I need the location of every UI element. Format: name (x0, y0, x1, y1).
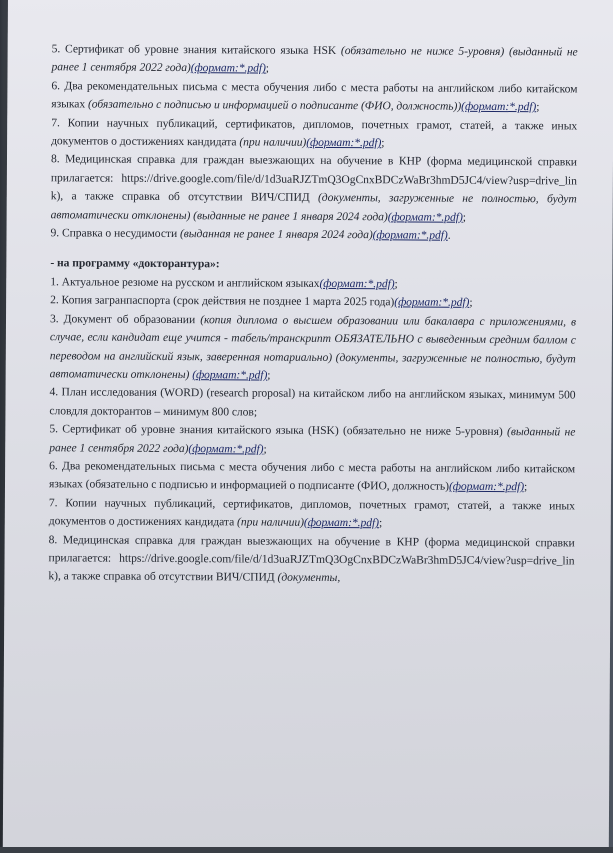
format-link[interactable]: (формат:*.pdf) (306, 135, 382, 150)
list-item-medical-certificate (51, 151, 577, 228)
item-end: . (447, 228, 451, 242)
item-end: ; (524, 480, 528, 494)
item-text: 1. Актуальное резюме на русском и английском языках (50, 275, 320, 290)
item-note: (документы, (277, 571, 341, 585)
document-page (3, 0, 613, 853)
item-text: 7. Копии научных публикаций, сертификатов, дипломов, почетных грамот, статей, а также иных документов о достижениях кандидата (48, 496, 575, 529)
item-text: 9. Справка о несудимости (50, 226, 181, 241)
item-text: 6. Два рекомендательных письма с места обучения либо с места работы на английском либо китайском языках (обязательно с подписью и информацией о подписанте (ФИО, должность) (48, 459, 576, 494)
item-end: ; (267, 368, 271, 382)
format-link[interactable]: (формат:*.pdf) (394, 295, 470, 310)
item-text: 8. Медицинская справка для граждан выезжающих на обучение в КНР (форма медицинской справки прилагается: (50, 152, 578, 185)
item-text-cont: ), а также справка об отсутствии ВИЧ/СПИД (56, 189, 319, 205)
list-item-hsk-certificate-2 (49, 420, 575, 460)
item-note: (при наличии) (239, 135, 307, 149)
item-text: 7. Копии научных публикаций, сертификатов, дипломов, почетных грамот, статей, а также иных документов о достижениях кандидата (51, 115, 578, 149)
list-item-recommendation-letters (51, 77, 577, 117)
item-note: (документы, загруженные не полностью, будут автоматически отклонены) (выданные не ранее 1 января 2024 года) (50, 191, 577, 223)
item-text: 2. Копия загранпаспорта (срок действия не позднее 1 марта 2025 года) (50, 293, 395, 309)
item-end: ; (469, 296, 473, 310)
format-link[interactable]: (формат:*.pdf) (303, 515, 380, 530)
item-end: ; (381, 136, 385, 150)
list-item-criminal-record (50, 224, 576, 246)
item-text: 5. Сертификат об уровне знания китайского языка (HSK) (обязательно не ниже 5-уровня) (49, 422, 508, 439)
list-item-publications (51, 114, 577, 154)
item-end: ; (265, 61, 270, 76)
list-item-hsk-certificate (51, 40, 577, 80)
list-item-research-plan (49, 384, 575, 424)
medical-form-url[interactable]: https://drive.google.com/file/d/1d3uaRJZTmQ3OgCnxBDCzWaBr3hmD5JC4/view?usp=drive_link (50, 171, 577, 203)
item-text: 3. Документ об образовании (49, 311, 201, 326)
format-link[interactable]: (формат:*.pdf) (188, 441, 264, 456)
item-note: (обязательно не ниже 5-уровня) (340, 44, 505, 59)
photo-background-bottom (0, 847, 613, 853)
section-heading-doctorate: - на программу «докторантура»: (50, 256, 220, 271)
item-text: 5. Сертификат об уровне знания китайского языка HSK (51, 42, 341, 58)
item-note: (выданная не ранее 1 января 2024 года) (179, 227, 373, 242)
item-end: ; (378, 516, 383, 530)
list-item-publications-2 (49, 494, 575, 534)
format-link[interactable]: (формат:*.pdf) (448, 480, 525, 494)
medical-form-url[interactable]: https://drive.google.com/file/d/1d3uaRJZTmQ3OgCnxBDCzWaBr3hmD5JC4/view?usp=drive_link (48, 551, 575, 583)
format-link[interactable]: (формат:*.pdf) (387, 209, 463, 224)
list-item-recommendation-letters-2 (49, 457, 575, 497)
item-text-cont: ), а также справка об отсутствии ВИЧ/СПИД (54, 569, 278, 585)
item-text: 8. Медицинская справка для граждан выезжающих на обучение в КНР (форма медицинской справки прилагается: (48, 532, 575, 565)
item-note: (копия диплома о высшем образовании или бакалавра с приложениями, в случае, если кандидат еще учится - табель/транскрипт ОБЯЗАТЕЛЬНО с выведенным средним баллом с переводом на английский язык, заверенная нотариально) (документы, загруженные не полностью, будут автоматически отклонены) (49, 312, 577, 382)
item-end: ; (536, 100, 540, 114)
item-end: ; (263, 442, 267, 456)
format-link[interactable]: (формат:*.pdf) (372, 228, 448, 242)
format-link[interactable]: (формат:*.pdf) (192, 368, 268, 382)
document-text (48, 40, 577, 589)
item-text: 6. Два рекомендательных письма с места обучения либо с места работы на английском либо китайском языках (51, 79, 578, 111)
item-end: ; (462, 210, 466, 224)
item-note: (обязательно с подписью и информацией о подписанте (ФИО, должность)) (87, 97, 462, 113)
format-link[interactable]: (формат:*.pdf) (461, 99, 537, 114)
format-link[interactable]: (формат:*.pdf) (319, 276, 395, 291)
item-note: (выданный не ранее 1 сентября 2022 года) (49, 425, 576, 455)
list-item-medical-certificate-2 (48, 531, 574, 589)
item-text: 4. План исследования (WORD) (research proposal) на китайском либо на английском языках, минимум 500 словдля докторантов – минимум 800 слов; (49, 385, 576, 419)
item-end: ; (394, 277, 398, 291)
item-note-date: (выданный не ранее 1 сентября 2022 года) (51, 45, 578, 75)
item-note: (при наличии) (237, 515, 304, 529)
format-link[interactable]: (формат:*.pdf) (190, 61, 266, 75)
list-item-education-document (50, 310, 576, 387)
